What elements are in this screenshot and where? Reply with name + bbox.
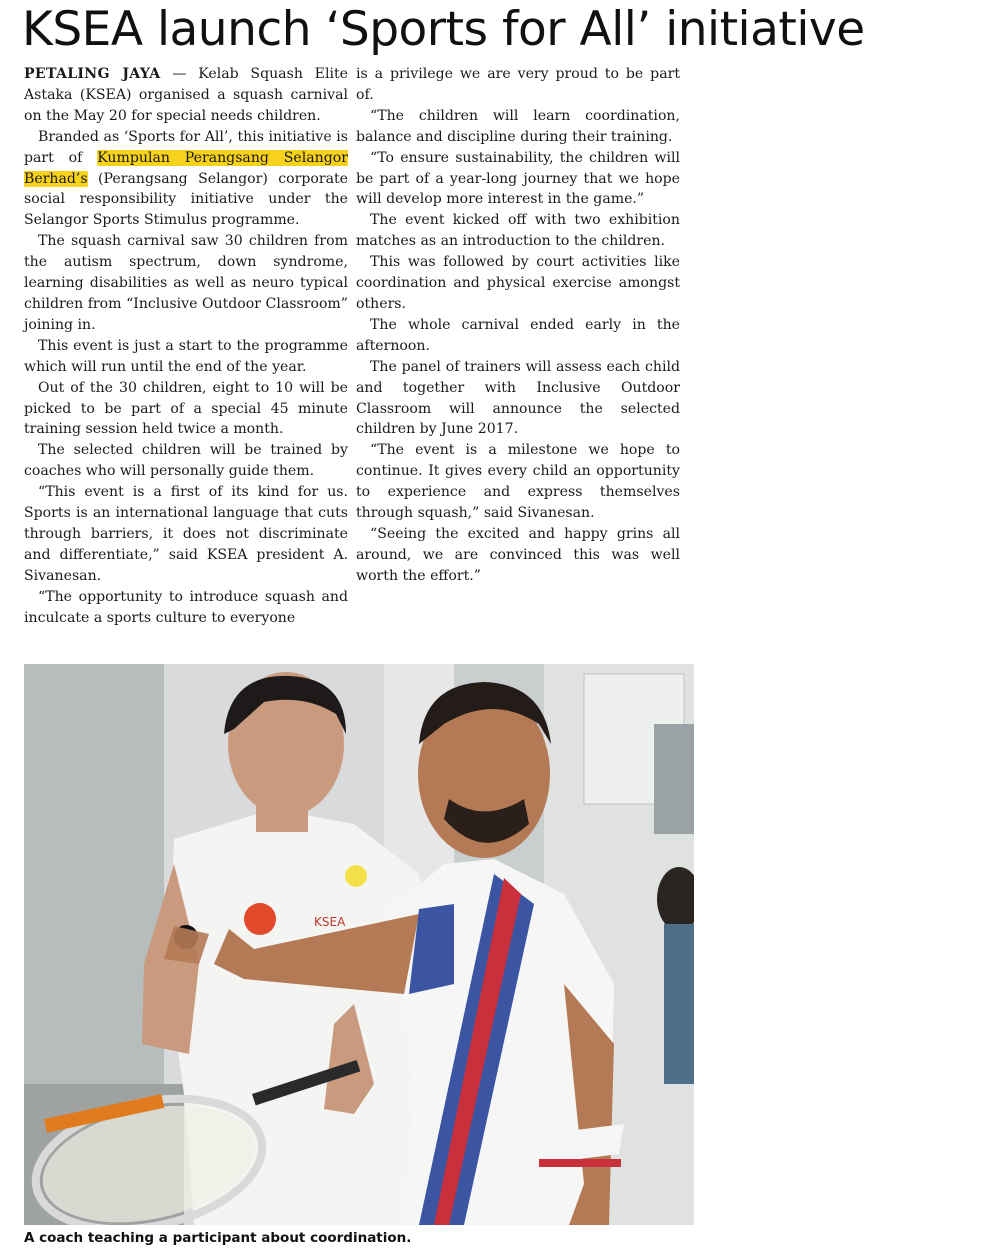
paragraph: The panel of trainers will assess each child and together with Inclusive Outdoor Classroom will announce the selected children by June 2017. [356, 358, 680, 438]
paragraph: “Seeing the excited and happy grins all around, we are convinced this was well worth the effort.” [356, 525, 680, 584]
shirt-yellow-sticker [345, 865, 367, 887]
shirt-logo-badge [244, 903, 276, 935]
paragraph: Out of the 30 children, eight to 10 will be picked to be part of a special 45 minute training session held twice a month. [24, 379, 348, 438]
article-column-left [24, 64, 348, 628]
lead-text: — Kelab Squash Elite Astaka (KSEA) organised a squash carnival on the May 20 for special needs children. [24, 66, 348, 124]
background-person-shirt [664, 924, 694, 1084]
paragraph: “To ensure sustainability, the children will be part of a year-long journey that we hope will develop more interest in the game.” [356, 149, 680, 208]
paragraph: The event kicked off with two exhibition matches as an introduction to the children. [356, 212, 680, 250]
shirt-ksea-logo: KSEA [314, 915, 346, 929]
boy-neck [256, 804, 308, 832]
paragraph-text: (Perangsang Selangor) corporate social responsibility initiative under the Selangor Sports Stimulus programme. [24, 170, 348, 229]
photo-caption: A coach teaching a participant about coordination. [24, 1230, 412, 1246]
paragraph [24, 127, 348, 232]
paragraph: “This event is a first of its kind for us. Sports is an international language that cuts through barriers, it does not discriminate and differentiate,” said KSEA president A. Sivanesan. [24, 484, 348, 584]
dateline: PETALING JAYA [24, 66, 161, 82]
paragraph: “The opportunity to introduce squash and inculcate a sports culture to everyone [24, 588, 348, 626]
paragraph-text: Branded as ‘Sports for All’, this initiative is part of [24, 128, 348, 166]
right-post [654, 724, 694, 834]
highlighted-company-name: Kumpulan Perangsang Selangor Berhad’s [24, 149, 348, 187]
paragraph: The selected children will be trained by coaches who will personally guide them. [24, 442, 348, 480]
paragraph: This was followed by court activities like coordination and physical exercise amongst others. [356, 254, 680, 312]
paragraph: This event is just a start to the programme which will run until the end of the year. [24, 337, 348, 375]
paragraph: “The event is a milestone we hope to continue. It gives every child an opportunity to experience and express themselves through squash,” said Sivanesan. [356, 442, 680, 522]
paragraph-continuation: is a privilege we are very proud to be part of. [356, 66, 680, 103]
article-photo [24, 664, 694, 1225]
paragraph: “The children will learn coordination, balance and discipline during their training. [356, 107, 680, 145]
lead-paragraph [24, 64, 348, 127]
headline: KSEA launch ‘Sports for All’ initiative [22, 2, 865, 57]
paragraph: The squash carnival saw 30 children from the autism spectrum, down syndrome, learning disabilities as well as neuro typical children from “Inclusive Outdoor Classroom” joining in. [24, 233, 348, 333]
article-column-right [356, 64, 680, 587]
photo-illustration [24, 664, 694, 1225]
coach-sleeve-stripe [539, 1159, 621, 1167]
paragraph: The whole carnival ended early in the afternoon. [356, 316, 680, 354]
